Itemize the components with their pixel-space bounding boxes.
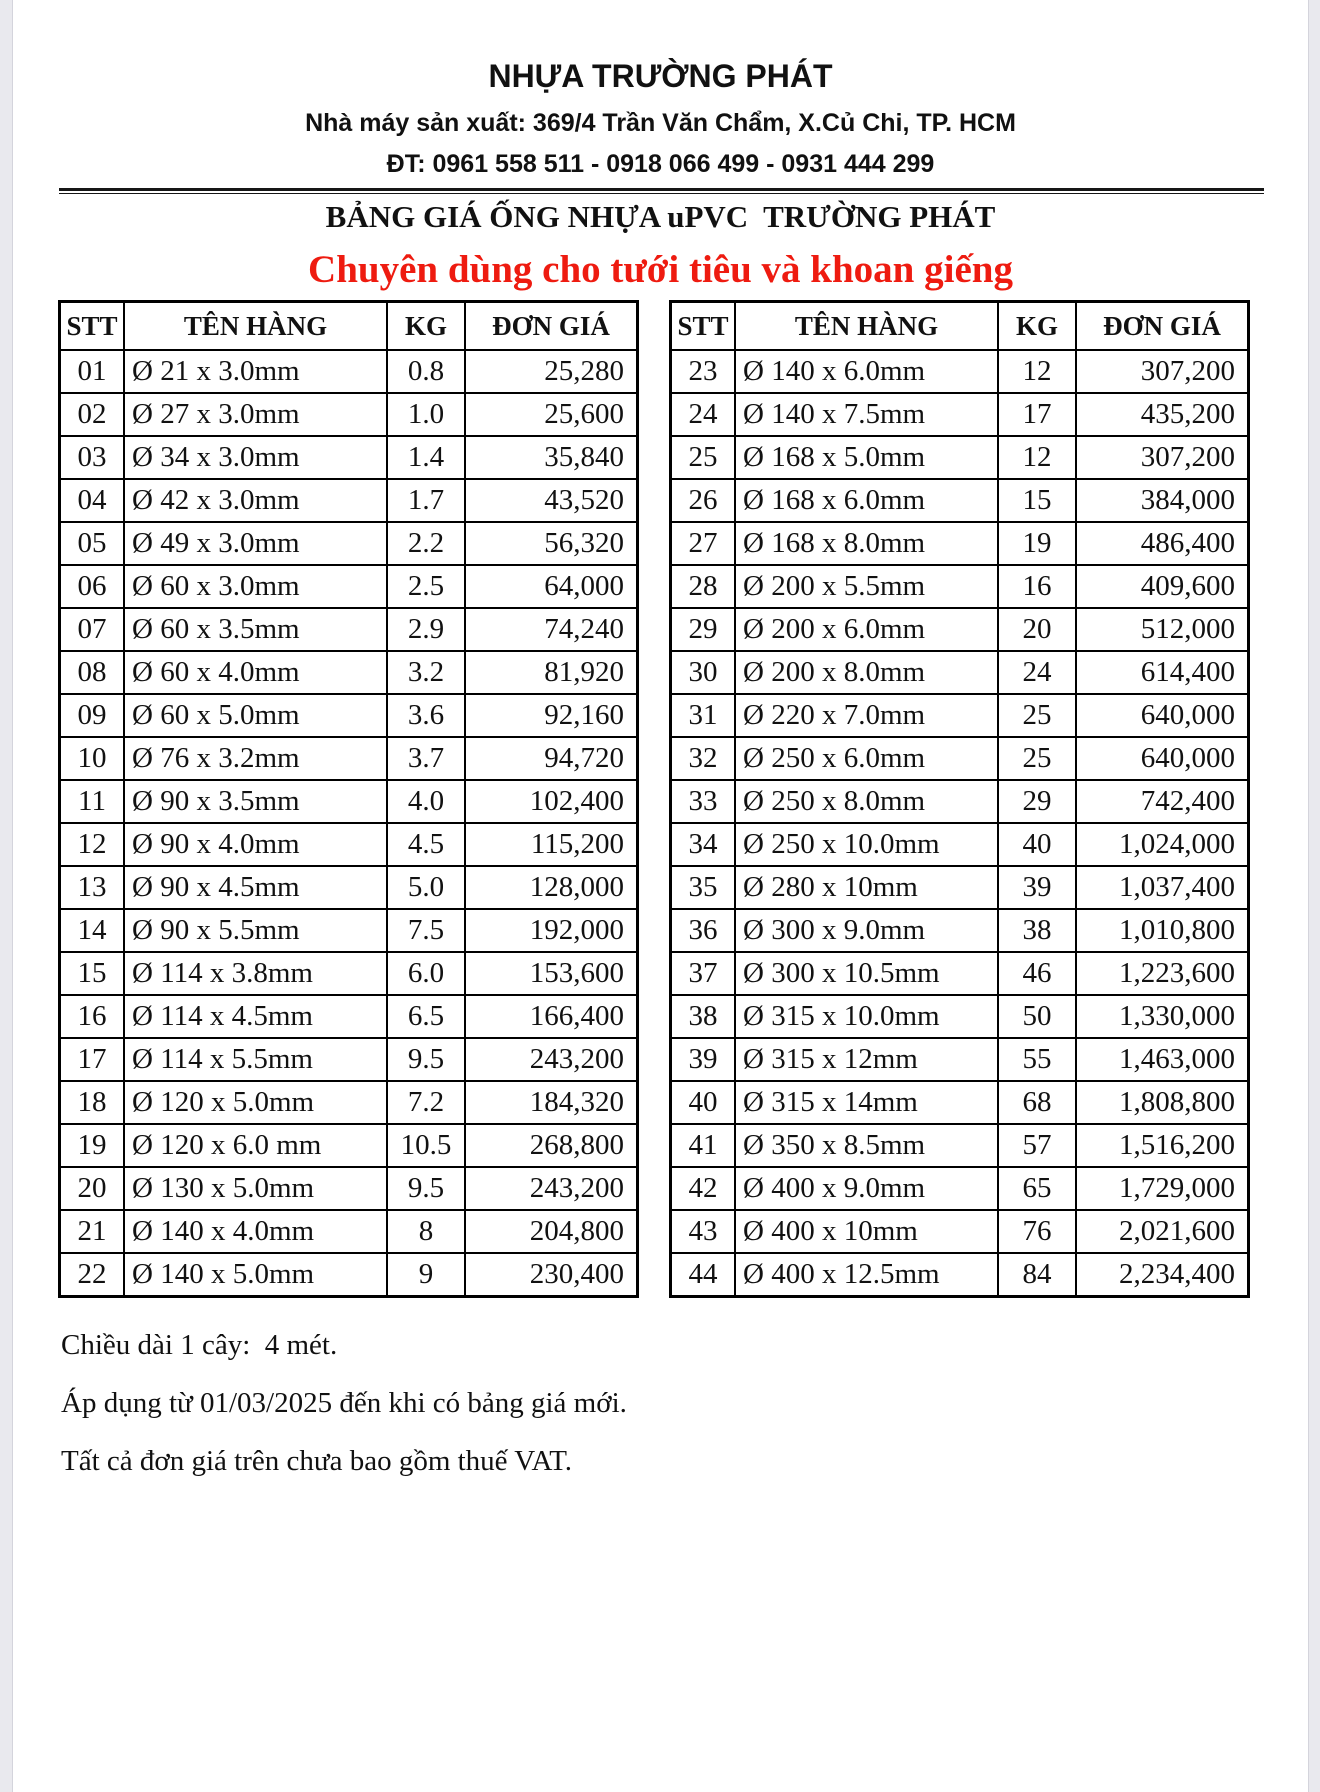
usage-subtitle: Chuyên dùng cho tưới tiêu và khoan giếng <box>308 248 1013 291</box>
kg-cell: 7.2 <box>387 1081 465 1124</box>
price-cell: 1,729,000 <box>1076 1167 1249 1210</box>
column-header-kg: KG <box>998 302 1076 351</box>
kg-cell: 29 <box>998 780 1076 823</box>
stt-cell: 22 <box>60 1253 125 1297</box>
column-header-stt: STT <box>60 302 125 351</box>
name-cell: Ø 140 x 6.0mm <box>735 350 998 393</box>
price-cell: 1,024,000 <box>1076 823 1249 866</box>
table-row <box>671 565 1249 608</box>
table-row <box>60 995 638 1038</box>
column-header-kg: KG <box>387 302 465 351</box>
column-header-stt: STT <box>671 302 736 351</box>
stt-cell: 28 <box>671 565 736 608</box>
table-row <box>671 393 1249 436</box>
table-row <box>671 608 1249 651</box>
table-row <box>671 952 1249 995</box>
price-cell: 243,200 <box>465 1167 638 1210</box>
stt-cell: 35 <box>671 866 736 909</box>
price-cell: 307,200 <box>1076 436 1249 479</box>
stt-cell: 13 <box>60 866 125 909</box>
price-cell: 153,600 <box>465 952 638 995</box>
price-cell: 1,037,400 <box>1076 866 1249 909</box>
stt-cell: 30 <box>671 651 736 694</box>
name-cell: Ø 140 x 4.0mm <box>124 1210 387 1253</box>
kg-cell: 5.0 <box>387 866 465 909</box>
name-cell: Ø 27 x 3.0mm <box>124 393 387 436</box>
kg-cell: 57 <box>998 1124 1076 1167</box>
name-cell: Ø 114 x 4.5mm <box>124 995 387 1038</box>
price-list-title: BẢNG GIÁ ỐNG NHỰA uPVC TRƯỜNG PHÁT <box>325 199 996 234</box>
table-row <box>60 479 638 522</box>
kg-cell: 3.6 <box>387 694 465 737</box>
stt-cell: 33 <box>671 780 736 823</box>
kg-cell: 8 <box>387 1210 465 1253</box>
stt-cell: 10 <box>60 737 125 780</box>
table-row <box>60 694 638 737</box>
kg-cell: 65 <box>998 1167 1076 1210</box>
price-cell: 64,000 <box>465 565 638 608</box>
price-cell: 192,000 <box>465 909 638 952</box>
kg-cell: 9 <box>387 1253 465 1297</box>
name-cell: Ø 350 x 8.5mm <box>735 1124 998 1167</box>
name-cell: Ø 34 x 3.0mm <box>124 436 387 479</box>
table-row <box>671 522 1249 565</box>
stt-cell: 06 <box>60 565 125 608</box>
price-cell: 25,280 <box>465 350 638 393</box>
name-cell: Ø 200 x 8.0mm <box>735 651 998 694</box>
kg-cell: 76 <box>998 1210 1076 1253</box>
kg-cell: 55 <box>998 1038 1076 1081</box>
kg-cell: 1.0 <box>387 393 465 436</box>
table-row <box>671 866 1249 909</box>
table-row <box>671 1253 1249 1297</box>
stt-cell: 14 <box>60 909 125 952</box>
stt-cell: 36 <box>671 909 736 952</box>
table-row <box>671 1081 1249 1124</box>
price-cell: 35,840 <box>465 436 638 479</box>
kg-cell: 25 <box>998 694 1076 737</box>
name-cell: Ø 250 x 6.0mm <box>735 737 998 780</box>
kg-cell: 6.5 <box>387 995 465 1038</box>
price-cell: 74,240 <box>465 608 638 651</box>
name-cell: Ø 114 x 3.8mm <box>124 952 387 995</box>
stt-cell: 37 <box>671 952 736 995</box>
kg-cell: 10.5 <box>387 1124 465 1167</box>
name-cell: Ø 168 x 8.0mm <box>735 522 998 565</box>
table-row <box>60 952 638 995</box>
table-row <box>671 909 1249 952</box>
name-cell: Ø 200 x 6.0mm <box>735 608 998 651</box>
stt-cell: 04 <box>60 479 125 522</box>
name-cell: Ø 250 x 8.0mm <box>735 780 998 823</box>
table-row <box>60 1167 638 1210</box>
table-row <box>671 995 1249 1038</box>
price-cell: 81,920 <box>465 651 638 694</box>
name-cell: Ø 280 x 10mm <box>735 866 998 909</box>
price-cell: 512,000 <box>1076 608 1249 651</box>
table-header-row <box>60 302 638 351</box>
name-cell: Ø 300 x 9.0mm <box>735 909 998 952</box>
price-cell: 2,234,400 <box>1076 1253 1249 1297</box>
table-row <box>671 823 1249 866</box>
name-cell: Ø 90 x 4.5mm <box>124 866 387 909</box>
kg-cell: 2.9 <box>387 608 465 651</box>
stt-cell: 43 <box>671 1210 736 1253</box>
name-cell: Ø 90 x 3.5mm <box>124 780 387 823</box>
kg-cell: 6.0 <box>387 952 465 995</box>
price-cell: 1,808,800 <box>1076 1081 1249 1124</box>
table-header-row <box>671 302 1249 351</box>
table-row <box>60 565 638 608</box>
stt-cell: 34 <box>671 823 736 866</box>
price-cell: 243,200 <box>465 1038 638 1081</box>
table-row <box>60 1038 638 1081</box>
kg-cell: 19 <box>998 522 1076 565</box>
price-cell: 268,800 <box>465 1124 638 1167</box>
stt-cell: 42 <box>671 1167 736 1210</box>
kg-cell: 2.5 <box>387 565 465 608</box>
stt-cell: 20 <box>60 1167 125 1210</box>
name-cell: Ø 49 x 3.0mm <box>124 522 387 565</box>
table-row <box>671 651 1249 694</box>
stt-cell: 09 <box>60 694 125 737</box>
kg-cell: 1.4 <box>387 436 465 479</box>
name-cell: Ø 114 x 5.5mm <box>124 1038 387 1081</box>
stt-cell: 12 <box>60 823 125 866</box>
name-cell: Ø 90 x 5.5mm <box>124 909 387 952</box>
kg-cell: 2.2 <box>387 522 465 565</box>
table-row <box>60 737 638 780</box>
table-row <box>60 350 638 393</box>
name-cell: Ø 400 x 9.0mm <box>735 1167 998 1210</box>
name-cell: Ø 120 x 5.0mm <box>124 1081 387 1124</box>
price-cell: 94,720 <box>465 737 638 780</box>
price-cell: 307,200 <box>1076 350 1249 393</box>
stt-cell: 21 <box>60 1210 125 1253</box>
kg-cell: 3.7 <box>387 737 465 780</box>
table-row <box>60 823 638 866</box>
phone-numbers: ĐT: 0961 558 511 - 0918 066 499 - 0931 444 299 <box>386 150 935 178</box>
header-divider <box>59 188 1264 194</box>
price-tables <box>58 300 1250 1298</box>
column-header-name: TÊN HÀNG <box>735 302 998 351</box>
name-cell: Ø 60 x 4.0mm <box>124 651 387 694</box>
stt-cell: 05 <box>60 522 125 565</box>
kg-cell: 46 <box>998 952 1076 995</box>
kg-cell: 1.7 <box>387 479 465 522</box>
table-row <box>60 436 638 479</box>
price-cell: 25,600 <box>465 393 638 436</box>
price-cell: 1,330,000 <box>1076 995 1249 1038</box>
stt-cell: 27 <box>671 522 736 565</box>
stt-cell: 29 <box>671 608 736 651</box>
table-row <box>60 651 638 694</box>
stt-cell: 19 <box>60 1124 125 1167</box>
name-cell: Ø 168 x 5.0mm <box>735 436 998 479</box>
name-cell: Ø 90 x 4.0mm <box>124 823 387 866</box>
table-row <box>60 522 638 565</box>
name-cell: Ø 315 x 12mm <box>735 1038 998 1081</box>
name-cell: Ø 21 x 3.0mm <box>124 350 387 393</box>
table-row <box>671 694 1249 737</box>
price-cell: 230,400 <box>465 1253 638 1297</box>
price-cell: 1,223,600 <box>1076 952 1249 995</box>
price-cell: 184,320 <box>465 1081 638 1124</box>
stt-cell: 07 <box>60 608 125 651</box>
company-name: NHỰA TRƯỜNG PHÁT <box>488 58 833 94</box>
stt-cell: 24 <box>671 393 736 436</box>
kg-cell: 40 <box>998 823 1076 866</box>
price-cell: 409,600 <box>1076 565 1249 608</box>
table-row <box>671 479 1249 522</box>
price-cell: 1,516,200 <box>1076 1124 1249 1167</box>
kg-cell: 9.5 <box>387 1038 465 1081</box>
name-cell: Ø 400 x 12.5mm <box>735 1253 998 1297</box>
table-row <box>60 608 638 651</box>
column-header-name: TÊN HÀNG <box>124 302 387 351</box>
stt-cell: 03 <box>60 436 125 479</box>
kg-cell: 9.5 <box>387 1167 465 1210</box>
stt-cell: 02 <box>60 393 125 436</box>
table-row <box>60 1081 638 1124</box>
table-row <box>671 1167 1249 1210</box>
price-cell: 128,000 <box>465 866 638 909</box>
kg-cell: 12 <box>998 436 1076 479</box>
kg-cell: 0.8 <box>387 350 465 393</box>
table-row <box>60 1210 638 1253</box>
table-row <box>60 1124 638 1167</box>
price-cell: 102,400 <box>465 780 638 823</box>
name-cell: Ø 200 x 5.5mm <box>735 565 998 608</box>
name-cell: Ø 315 x 10.0mm <box>735 995 998 1038</box>
name-cell: Ø 130 x 5.0mm <box>124 1167 387 1210</box>
price-cell: 166,400 <box>465 995 638 1038</box>
table-row <box>671 350 1249 393</box>
kg-cell: 68 <box>998 1081 1076 1124</box>
kg-cell: 20 <box>998 608 1076 651</box>
stt-cell: 18 <box>60 1081 125 1124</box>
price-cell: 2,021,600 <box>1076 1210 1249 1253</box>
price-cell: 115,200 <box>465 823 638 866</box>
kg-cell: 25 <box>998 737 1076 780</box>
note-vat: Tất cả đơn giá trên chưa bao gồm thuế VAT. <box>61 1445 573 1477</box>
name-cell: Ø 250 x 10.0mm <box>735 823 998 866</box>
kg-cell: 16 <box>998 565 1076 608</box>
stt-cell: 40 <box>671 1081 736 1124</box>
table-row <box>60 866 638 909</box>
note-validity: Áp dụng từ 01/03/2025 đến khi có bảng giá mới. <box>61 1387 627 1419</box>
kg-cell: 3.2 <box>387 651 465 694</box>
stt-cell: 31 <box>671 694 736 737</box>
kg-cell: 24 <box>998 651 1076 694</box>
kg-cell: 17 <box>998 393 1076 436</box>
kg-cell: 7.5 <box>387 909 465 952</box>
kg-cell: 12 <box>998 350 1076 393</box>
note-length: Chiều dài 1 cây: 4 mét. <box>61 1329 338 1361</box>
name-cell: Ø 60 x 3.0mm <box>124 565 387 608</box>
name-cell: Ø 220 x 7.0mm <box>735 694 998 737</box>
price-cell: 56,320 <box>465 522 638 565</box>
table-row <box>671 1210 1249 1253</box>
price-cell: 1,010,800 <box>1076 909 1249 952</box>
stt-cell: 44 <box>671 1253 736 1297</box>
table-row <box>671 436 1249 479</box>
stt-cell: 16 <box>60 995 125 1038</box>
stt-cell: 11 <box>60 780 125 823</box>
stt-cell: 32 <box>671 737 736 780</box>
kg-cell: 4.5 <box>387 823 465 866</box>
stt-cell: 41 <box>671 1124 736 1167</box>
name-cell: Ø 300 x 10.5mm <box>735 952 998 995</box>
price-cell: 1,463,000 <box>1076 1038 1249 1081</box>
name-cell: Ø 42 x 3.0mm <box>124 479 387 522</box>
stt-cell: 25 <box>671 436 736 479</box>
name-cell: Ø 140 x 7.5mm <box>735 393 998 436</box>
table-row <box>671 737 1249 780</box>
stt-cell: 38 <box>671 995 736 1038</box>
kg-cell: 15 <box>998 479 1076 522</box>
stt-cell: 01 <box>60 350 125 393</box>
stt-cell: 23 <box>671 350 736 393</box>
stt-cell: 15 <box>60 952 125 995</box>
price-cell: 486,400 <box>1076 522 1249 565</box>
price-cell: 435,200 <box>1076 393 1249 436</box>
name-cell: Ø 315 x 14mm <box>735 1081 998 1124</box>
factory-address: Nhà máy sản xuất: 369/4 Trần Văn Chẩm, X.Củ Chi, TP. HCM <box>305 109 1016 137</box>
name-cell: Ø 120 x 6.0 mm <box>124 1124 387 1167</box>
table-row <box>60 780 638 823</box>
name-cell: Ø 400 x 10mm <box>735 1210 998 1253</box>
table-row <box>671 780 1249 823</box>
price-table-left <box>58 300 639 1298</box>
stt-cell: 17 <box>60 1038 125 1081</box>
name-cell: Ø 168 x 6.0mm <box>735 479 998 522</box>
price-cell: 92,160 <box>465 694 638 737</box>
kg-cell: 50 <box>998 995 1076 1038</box>
price-cell: 43,520 <box>465 479 638 522</box>
kg-cell: 4.0 <box>387 780 465 823</box>
name-cell: Ø 60 x 3.5mm <box>124 608 387 651</box>
price-cell: 742,400 <box>1076 780 1249 823</box>
price-cell: 614,400 <box>1076 651 1249 694</box>
footer-notes <box>61 1316 627 1490</box>
price-cell: 204,800 <box>465 1210 638 1253</box>
kg-cell: 84 <box>998 1253 1076 1297</box>
kg-cell: 39 <box>998 866 1076 909</box>
column-header-price: ĐƠN GIÁ <box>1076 302 1249 351</box>
name-cell: Ø 76 x 3.2mm <box>124 737 387 780</box>
table-row <box>60 909 638 952</box>
price-cell: 640,000 <box>1076 737 1249 780</box>
stt-cell: 26 <box>671 479 736 522</box>
document-page <box>12 0 1309 1792</box>
table-row <box>60 393 638 436</box>
name-cell: Ø 140 x 5.0mm <box>124 1253 387 1297</box>
price-cell: 640,000 <box>1076 694 1249 737</box>
column-header-price: ĐƠN GIÁ <box>465 302 638 351</box>
name-cell: Ø 60 x 5.0mm <box>124 694 387 737</box>
kg-cell: 38 <box>998 909 1076 952</box>
stt-cell: 08 <box>60 651 125 694</box>
table-row <box>671 1038 1249 1081</box>
stt-cell: 39 <box>671 1038 736 1081</box>
price-table-right <box>669 300 1250 1298</box>
table-row <box>671 1124 1249 1167</box>
table-row <box>60 1253 638 1297</box>
price-cell: 384,000 <box>1076 479 1249 522</box>
